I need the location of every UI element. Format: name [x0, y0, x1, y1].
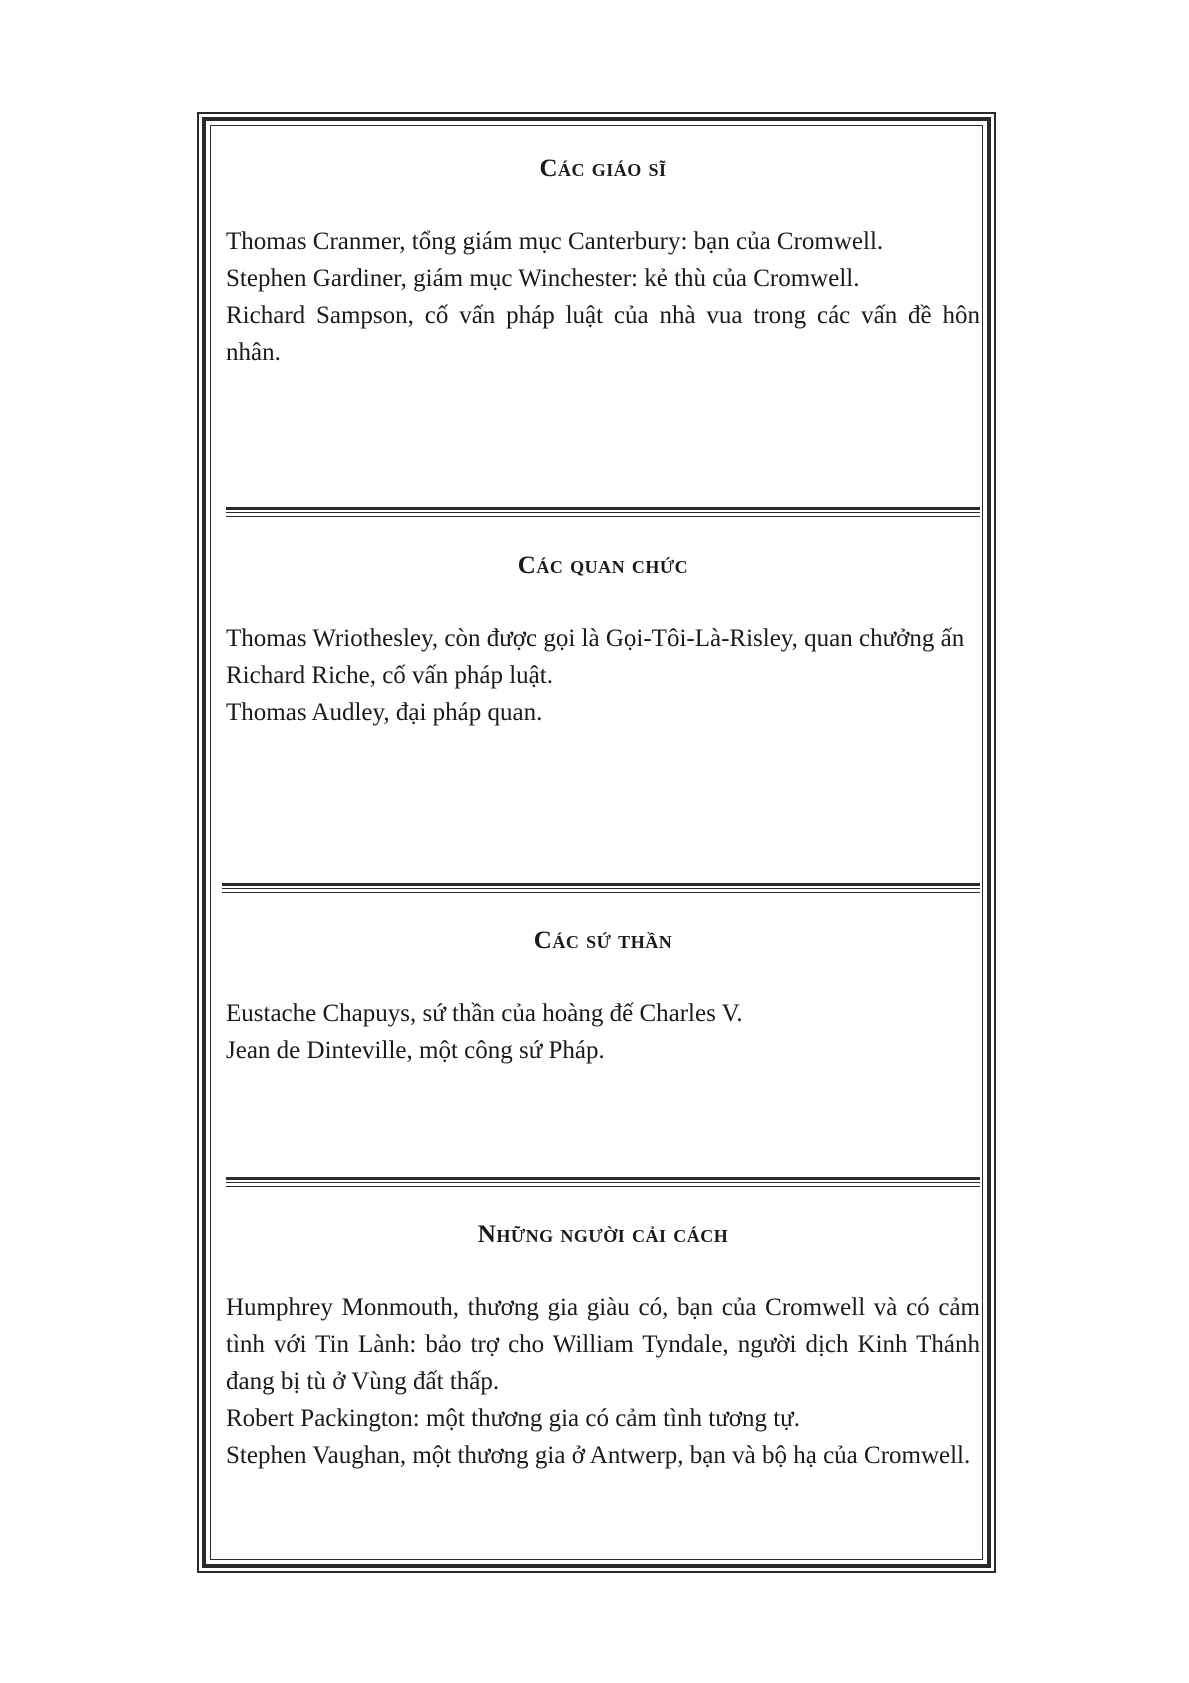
list-item: Richard Riche, cố vấn pháp luật.	[226, 662, 553, 689]
section-divider	[226, 507, 980, 517]
list-item: Eustache Chapuys, sứ thần của hoàng đế Charles V.	[226, 1000, 743, 1027]
entry-list	[226, 995, 980, 1069]
list-item: Robert Packington: một thương gia có cảm tình tương tự.	[226, 1405, 800, 1432]
list-item: Thomas Wriothesley, còn được gọi là Gọi-Tôi-Là-Risley, quan chưởng ấn	[226, 625, 965, 652]
list-item: Stephen Vaughan, một thương gia ở Antwerp, bạn và bộ hạ của Cromwell.	[226, 1442, 971, 1469]
entry-list	[226, 1289, 980, 1474]
section-divider	[222, 883, 980, 893]
section-clergy	[226, 155, 980, 371]
section-officials	[226, 552, 980, 731]
section-title: Các giáo sĩ	[539, 155, 667, 182]
entry-list	[226, 620, 980, 731]
section-title: Các sứ thần	[533, 927, 673, 954]
section-ambassadors	[226, 927, 980, 1069]
list-item: Humphrey Monmouth, thương gia giàu có, bạn của Cromwell và có cảm tình với Tin Lành: bảo trợ cho William Tyndale, người dịch Kinh Thánh đang bị tù ở Vùng đất thấp.	[226, 1294, 980, 1395]
list-item: Thomas Cranmer, tổng giám mục Canterbury: bạn của Cromwell.	[226, 228, 884, 255]
section-title: Các quan chức	[517, 552, 689, 579]
list-item: Jean de Dinteville, một công sứ Pháp.	[226, 1037, 605, 1064]
entry-list	[226, 223, 980, 371]
list-item: Thomas Audley, đại pháp quan.	[226, 699, 543, 726]
section-divider	[226, 1177, 980, 1187]
list-item: Stephen Gardiner, giám mục Winchester: kẻ thù của Cromwell.	[226, 265, 860, 292]
section-reformers	[226, 1221, 980, 1474]
section-title: Những người cải cách	[477, 1221, 729, 1248]
list-item: Richard Sampson, cố vấn pháp luật của nhà vua trong các vấn đề hôn nhân.	[226, 302, 980, 366]
